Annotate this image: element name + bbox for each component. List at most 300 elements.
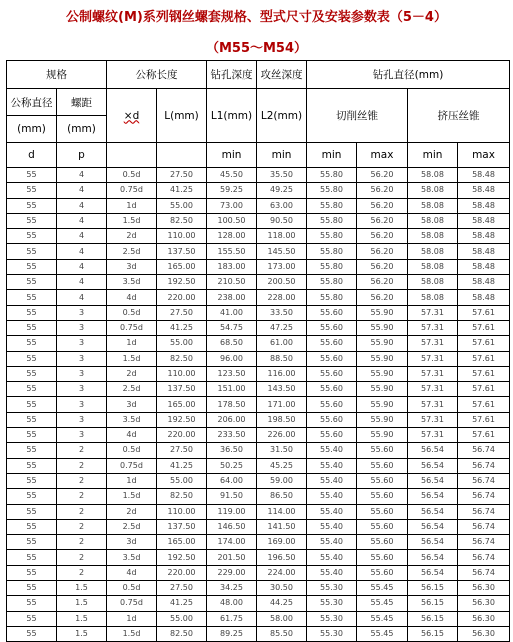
cell-ext-max: 56.74 [458, 443, 510, 458]
cell-L: 220.00 [157, 290, 207, 305]
cell-ext-max: 58.48 [458, 290, 510, 305]
cell-L: 82.50 [157, 626, 207, 641]
cell-cut-min: 55.30 [307, 626, 357, 641]
cell-ext-max: 58.48 [458, 168, 510, 183]
cell-d: 55 [7, 397, 57, 412]
cell-L1: 34.25 [207, 581, 257, 596]
cell-L: 55.00 [157, 336, 207, 351]
cell-ext-max: 57.61 [458, 305, 510, 320]
cell-xd: 0.5d [107, 581, 157, 596]
cell-L1: 41.00 [207, 305, 257, 320]
cell-L1: 183.00 [207, 259, 257, 274]
cell-xd: 1.5d [107, 351, 157, 366]
cell-cut-min: 55.40 [307, 504, 357, 519]
header-cutting-tap: 切削丝锥 [307, 89, 408, 143]
cell-p: 2 [57, 504, 107, 519]
cell-L1: 128.00 [207, 229, 257, 244]
cell-p: 3 [57, 397, 107, 412]
cell-L2: 63.00 [257, 198, 307, 213]
cell-cut-min: 55.60 [307, 320, 357, 335]
cell-ext-max: 57.61 [458, 412, 510, 427]
cell-L2: 58.00 [257, 611, 307, 626]
cell-L1: 123.50 [207, 366, 257, 381]
cell-ext-min: 57.31 [408, 351, 458, 366]
cell-d: 55 [7, 535, 57, 550]
header-blank-1 [107, 143, 157, 168]
cell-ext-min: 58.08 [408, 213, 458, 228]
cell-L: 110.00 [157, 229, 207, 244]
cell-d: 55 [7, 168, 57, 183]
cell-L2: 44.25 [257, 596, 307, 611]
cell-d: 55 [7, 458, 57, 473]
table-row [7, 305, 510, 320]
cell-L: 110.00 [157, 504, 207, 519]
table-row [7, 428, 510, 443]
cell-ext-max: 58.48 [458, 229, 510, 244]
cell-ext-max: 57.61 [458, 382, 510, 397]
cell-L2: 85.50 [257, 626, 307, 641]
cell-L2: 198.50 [257, 412, 307, 427]
cell-xd: 0.5d [107, 443, 157, 458]
cell-cut-max: 56.20 [357, 198, 408, 213]
cell-L2: 45.25 [257, 458, 307, 473]
cell-L: 55.00 [157, 611, 207, 626]
cell-L2: 114.00 [257, 504, 307, 519]
header-max-extrusion: max [458, 143, 510, 168]
cell-L: 41.25 [157, 183, 207, 198]
cell-ext-min: 56.15 [408, 626, 458, 641]
cell-L2: 61.00 [257, 336, 307, 351]
cell-L2: 49.25 [257, 183, 307, 198]
cell-ext-max: 56.74 [458, 473, 510, 488]
header-spec: 规格 [7, 61, 107, 89]
cell-cut-min: 55.40 [307, 443, 357, 458]
cell-cut-max: 55.60 [357, 443, 408, 458]
cell-L1: 73.00 [207, 198, 257, 213]
cell-d: 55 [7, 320, 57, 335]
cell-ext-max: 56.30 [458, 581, 510, 596]
cell-L1: 238.00 [207, 290, 257, 305]
cell-ext-max: 57.61 [458, 428, 510, 443]
cell-L: 137.50 [157, 382, 207, 397]
cell-xd: 1.5d [107, 213, 157, 228]
cell-ext-min: 57.31 [408, 366, 458, 381]
cell-L2: 145.50 [257, 244, 307, 259]
cell-d: 55 [7, 305, 57, 320]
cell-xd: 1d [107, 473, 157, 488]
cell-ext-max: 56.74 [458, 519, 510, 534]
cell-xd: 0.5d [107, 168, 157, 183]
table-row [7, 473, 510, 488]
cell-d: 55 [7, 565, 57, 580]
cell-p: 2 [57, 535, 107, 550]
table-row [7, 213, 510, 228]
cell-cut-max: 55.60 [357, 519, 408, 534]
cell-L1: 151.00 [207, 382, 257, 397]
cell-p: 3 [57, 320, 107, 335]
cell-xd: 1d [107, 611, 157, 626]
table-row [7, 458, 510, 473]
header-nominal-length: 公称长度 [107, 61, 207, 89]
cell-p: 1.5 [57, 596, 107, 611]
cell-p: 3 [57, 336, 107, 351]
cell-d: 55 [7, 229, 57, 244]
cell-d: 55 [7, 504, 57, 519]
cell-ext-max: 56.74 [458, 489, 510, 504]
cell-p: 2 [57, 443, 107, 458]
cell-xd: 3d [107, 535, 157, 550]
cell-p: 3 [57, 428, 107, 443]
cell-L1: 146.50 [207, 519, 257, 534]
cell-d: 55 [7, 275, 57, 290]
cell-L1: 68.50 [207, 336, 257, 351]
cell-L: 192.50 [157, 412, 207, 427]
cell-d: 55 [7, 382, 57, 397]
header-L2: L2(mm) [257, 89, 307, 143]
cell-cut-max: 55.90 [357, 336, 408, 351]
cell-ext-max: 58.48 [458, 275, 510, 290]
cell-ext-max: 56.74 [458, 504, 510, 519]
cell-L1: 48.00 [207, 596, 257, 611]
table-row [7, 504, 510, 519]
cell-cut-min: 55.40 [307, 489, 357, 504]
cell-L1: 59.25 [207, 183, 257, 198]
cell-xd: 0.75d [107, 596, 157, 611]
cell-L: 82.50 [157, 489, 207, 504]
header-min-cutting: min [307, 143, 357, 168]
cell-ext-max: 56.74 [458, 565, 510, 580]
cell-L1: 174.00 [207, 535, 257, 550]
cell-L1: 210.50 [207, 275, 257, 290]
cell-cut-min: 55.60 [307, 305, 357, 320]
cell-xd: 0.75d [107, 183, 157, 198]
cell-ext-min: 58.08 [408, 168, 458, 183]
cell-cut-max: 55.45 [357, 581, 408, 596]
cell-L1: 64.00 [207, 473, 257, 488]
table-row [7, 397, 510, 412]
cell-L2: 228.00 [257, 290, 307, 305]
cell-xd: 2.5d [107, 382, 157, 397]
cell-cut-max: 55.45 [357, 596, 408, 611]
header-blank-2 [157, 143, 207, 168]
spec-table [6, 60, 510, 642]
cell-L1: 91.50 [207, 489, 257, 504]
cell-d: 55 [7, 626, 57, 641]
cell-p: 1.5 [57, 581, 107, 596]
cell-cut-min: 55.60 [307, 351, 357, 366]
cell-cut-max: 56.20 [357, 275, 408, 290]
cell-ext-max: 58.48 [458, 198, 510, 213]
cell-L2: 35.50 [257, 168, 307, 183]
cell-cut-min: 55.60 [307, 366, 357, 381]
cell-L1: 178.50 [207, 397, 257, 412]
cell-L: 82.50 [157, 351, 207, 366]
table-row [7, 244, 510, 259]
cell-cut-max: 55.60 [357, 565, 408, 580]
cell-cut-max: 56.20 [357, 213, 408, 228]
document-title: 公制螺纹(M)系列钢丝螺套规格、型式尺寸及安装参数表（5－4） [66, 10, 447, 25]
cell-cut-min: 55.80 [307, 229, 357, 244]
cell-L: 55.00 [157, 198, 207, 213]
cell-L1: 119.00 [207, 504, 257, 519]
cell-cut-max: 55.60 [357, 458, 408, 473]
cell-L2: 171.00 [257, 397, 307, 412]
cell-L: 27.50 [157, 443, 207, 458]
header-L: L(mm) [157, 89, 207, 143]
header-sym-p: p [57, 143, 107, 168]
cell-cut-max: 55.60 [357, 550, 408, 565]
cell-p: 1.5 [57, 626, 107, 641]
cell-d: 55 [7, 183, 57, 198]
cell-d: 55 [7, 213, 57, 228]
cell-cut-max: 56.20 [357, 183, 408, 198]
cell-ext-min: 57.31 [408, 397, 458, 412]
table-row [7, 168, 510, 183]
cell-xd: 2.5d [107, 519, 157, 534]
cell-p: 4 [57, 183, 107, 198]
cell-cut-max: 56.20 [357, 259, 408, 274]
cell-L2: 31.50 [257, 443, 307, 458]
cell-ext-max: 56.74 [458, 535, 510, 550]
table-row [7, 290, 510, 305]
cell-L2: 143.50 [257, 382, 307, 397]
cell-L2: 88.50 [257, 351, 307, 366]
cell-L1: 96.00 [207, 351, 257, 366]
cell-d: 55 [7, 519, 57, 534]
cell-L2: 169.00 [257, 535, 307, 550]
cell-xd: 3.5d [107, 550, 157, 565]
cell-L: 41.25 [157, 458, 207, 473]
cell-ext-max: 56.30 [458, 611, 510, 626]
cell-cut-max: 55.60 [357, 535, 408, 550]
cell-ext-min: 56.54 [408, 504, 458, 519]
cell-p: 3 [57, 305, 107, 320]
cell-L: 165.00 [157, 397, 207, 412]
cell-xd: 3.5d [107, 412, 157, 427]
cell-xd: 4d [107, 428, 157, 443]
cell-ext-min: 56.54 [408, 519, 458, 534]
cell-p: 2 [57, 489, 107, 504]
cell-L1: 155.50 [207, 244, 257, 259]
cell-ext-max: 58.48 [458, 183, 510, 198]
cell-ext-max: 57.61 [458, 336, 510, 351]
cell-cut-min: 55.60 [307, 428, 357, 443]
cell-L1: 36.50 [207, 443, 257, 458]
cell-d: 55 [7, 412, 57, 427]
cell-ext-min: 56.54 [408, 458, 458, 473]
cell-xd: 3d [107, 397, 157, 412]
table-body [7, 168, 510, 642]
header-min-extrusion: min [408, 143, 458, 168]
cell-p: 2 [57, 519, 107, 534]
cell-ext-min: 56.54 [408, 443, 458, 458]
cell-p: 3 [57, 366, 107, 381]
cell-d: 55 [7, 428, 57, 443]
table-row [7, 581, 510, 596]
cell-xd: 1d [107, 336, 157, 351]
cell-L: 110.00 [157, 366, 207, 381]
table-row [7, 596, 510, 611]
cell-cut-min: 55.80 [307, 290, 357, 305]
table-row [7, 351, 510, 366]
header-pitch-unit: (mm) [57, 116, 107, 143]
table-row [7, 336, 510, 351]
cell-L: 137.50 [157, 519, 207, 534]
table-row [7, 535, 510, 550]
cell-ext-max: 57.61 [458, 397, 510, 412]
cell-ext-min: 56.54 [408, 550, 458, 565]
cell-d: 55 [7, 443, 57, 458]
table-row [7, 626, 510, 641]
cell-xd: 0.75d [107, 320, 157, 335]
cell-cut-min: 55.80 [307, 183, 357, 198]
cell-cut-min: 55.80 [307, 168, 357, 183]
header-min-tap-depth: min [257, 143, 307, 168]
cell-L2: 173.00 [257, 259, 307, 274]
cell-ext-max: 57.61 [458, 351, 510, 366]
cell-xd: 4d [107, 565, 157, 580]
cell-L2: 90.50 [257, 213, 307, 228]
cell-L2: 196.50 [257, 550, 307, 565]
cell-cut-min: 55.30 [307, 581, 357, 596]
cell-cut-max: 55.90 [357, 428, 408, 443]
cell-p: 2 [57, 458, 107, 473]
cell-d: 55 [7, 581, 57, 596]
cell-ext-min: 58.08 [408, 275, 458, 290]
cell-xd: 2.5d [107, 244, 157, 259]
cell-cut-max: 56.20 [357, 290, 408, 305]
header-tap-depth: 攻丝深度 [257, 61, 307, 89]
header-nominal-diameter-unit: (mm) [7, 116, 57, 143]
cell-L: 27.50 [157, 168, 207, 183]
cell-xd: 1.5d [107, 626, 157, 641]
cell-xd: 2d [107, 229, 157, 244]
table-row [7, 519, 510, 534]
cell-cut-min: 55.80 [307, 198, 357, 213]
cell-p: 4 [57, 168, 107, 183]
cell-ext-min: 57.31 [408, 428, 458, 443]
cell-L1: 206.00 [207, 412, 257, 427]
cell-L2: 47.25 [257, 320, 307, 335]
cell-ext-max: 56.30 [458, 626, 510, 641]
cell-L: 55.00 [157, 473, 207, 488]
cell-L1: 89.25 [207, 626, 257, 641]
cell-p: 3 [57, 351, 107, 366]
cell-L: 192.50 [157, 550, 207, 565]
cell-p: 2 [57, 565, 107, 580]
cell-L: 27.50 [157, 581, 207, 596]
cell-L: 27.50 [157, 305, 207, 320]
cell-L2: 226.00 [257, 428, 307, 443]
table-row [7, 550, 510, 565]
cell-cut-max: 56.20 [357, 229, 408, 244]
table-row [7, 366, 510, 381]
cell-d: 55 [7, 611, 57, 626]
cell-xd: 0.5d [107, 305, 157, 320]
cell-p: 4 [57, 244, 107, 259]
cell-p: 4 [57, 229, 107, 244]
cell-xd: 3.5d [107, 275, 157, 290]
cell-cut-max: 55.45 [357, 626, 408, 641]
cell-ext-max: 56.74 [458, 550, 510, 565]
cell-ext-min: 56.54 [408, 565, 458, 580]
cell-L1: 233.50 [207, 428, 257, 443]
cell-cut-max: 55.45 [357, 611, 408, 626]
cell-ext-min: 57.31 [408, 320, 458, 335]
cell-L: 41.25 [157, 320, 207, 335]
cell-L: 41.25 [157, 596, 207, 611]
cell-ext-min: 56.15 [408, 581, 458, 596]
header-extrusion-tap: 挤压丝锥 [408, 89, 510, 143]
cell-cut-min: 55.80 [307, 244, 357, 259]
document-subtitle: （M55～M54） [205, 41, 308, 56]
header-drill-depth: 钻孔深度 [207, 61, 257, 89]
cell-ext-min: 57.31 [408, 305, 458, 320]
cell-cut-min: 55.40 [307, 550, 357, 565]
cell-cut-min: 55.40 [307, 565, 357, 580]
cell-cut-min: 55.40 [307, 473, 357, 488]
cell-cut-max: 55.90 [357, 351, 408, 366]
cell-p: 2 [57, 473, 107, 488]
header-drill-diameter: 钻孔直径(mm) [307, 61, 510, 89]
cell-d: 55 [7, 489, 57, 504]
cell-ext-min: 58.08 [408, 259, 458, 274]
cell-L2: 30.50 [257, 581, 307, 596]
cell-cut-max: 55.90 [357, 320, 408, 335]
cell-p: 4 [57, 213, 107, 228]
cell-d: 55 [7, 244, 57, 259]
cell-ext-min: 56.15 [408, 611, 458, 626]
cell-ext-min: 56.15 [408, 596, 458, 611]
cell-L: 165.00 [157, 535, 207, 550]
cell-xd: 1.5d [107, 489, 157, 504]
cell-ext-min: 57.31 [408, 382, 458, 397]
cell-cut-max: 55.60 [357, 473, 408, 488]
cell-d: 55 [7, 290, 57, 305]
table-row [7, 198, 510, 213]
cell-L1: 50.25 [207, 458, 257, 473]
cell-L2: 200.50 [257, 275, 307, 290]
cell-cut-min: 55.60 [307, 382, 357, 397]
cell-L1: 54.75 [207, 320, 257, 335]
header-L1: L1(mm) [207, 89, 257, 143]
table-row [7, 412, 510, 427]
header-xd-label: ×d [123, 109, 140, 122]
cell-cut-min: 55.60 [307, 412, 357, 427]
cell-xd: 2d [107, 366, 157, 381]
cell-xd: 3d [107, 259, 157, 274]
cell-cut-max: 55.90 [357, 366, 408, 381]
cell-d: 55 [7, 550, 57, 565]
header-max-cutting: max [357, 143, 408, 168]
table-row [7, 382, 510, 397]
cell-L1: 100.50 [207, 213, 257, 228]
cell-d: 55 [7, 198, 57, 213]
cell-cut-min: 55.80 [307, 213, 357, 228]
cell-ext-min: 58.08 [408, 183, 458, 198]
cell-cut-min: 55.40 [307, 519, 357, 534]
table-row [7, 229, 510, 244]
cell-ext-min: 58.08 [408, 244, 458, 259]
cell-ext-min: 56.54 [408, 535, 458, 550]
cell-p: 2 [57, 550, 107, 565]
table-row [7, 611, 510, 626]
cell-d: 55 [7, 259, 57, 274]
cell-ext-min: 56.54 [408, 489, 458, 504]
cell-ext-min: 57.31 [408, 412, 458, 427]
cell-d: 55 [7, 351, 57, 366]
header-xd [107, 89, 157, 143]
